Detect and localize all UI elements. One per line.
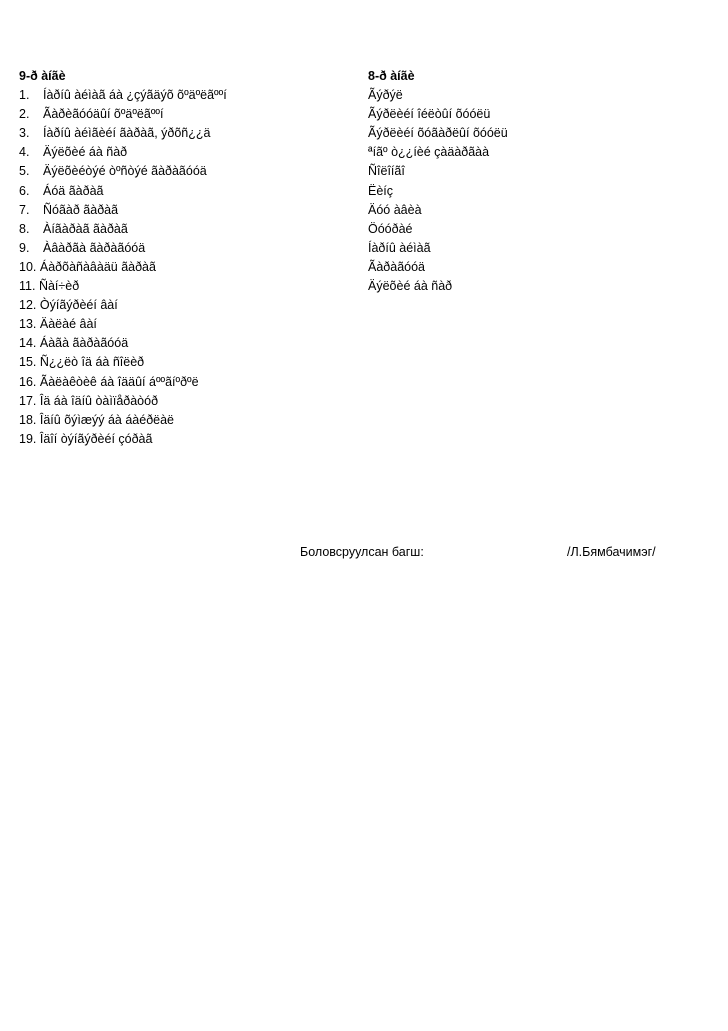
topic-number: 9. bbox=[19, 240, 30, 255]
topic-text: Áàãà ãàðàãóóä bbox=[39, 336, 129, 351]
grade9-topic-row bbox=[19, 220, 339, 239]
grade8-topics bbox=[368, 67, 708, 296]
grade9-topic-row bbox=[19, 143, 339, 162]
topic-text: Äýëõèé áà ñàð bbox=[43, 145, 128, 160]
topic-text: Áàðõàñàâàäü ãàðàã bbox=[39, 259, 156, 274]
topic-number: 19. bbox=[19, 431, 37, 446]
topic-number: 7. bbox=[19, 202, 30, 217]
grade8-topic-row: ªíãº ò¿¿íèé çàäàðãàà bbox=[368, 145, 490, 160]
topic-text: Áóä ãàðàã bbox=[43, 183, 104, 198]
topic-number: 15. bbox=[19, 355, 37, 370]
topic-text: Ñ¿¿ëò îä áà ñîëèð bbox=[39, 355, 145, 370]
grade9-topic-list bbox=[19, 86, 339, 449]
topic-text: Äàëàé âàí bbox=[39, 317, 97, 332]
grade8-topic-row: Ãýðëèéí õóãàðëûí õóóëü bbox=[368, 126, 508, 141]
topic-text: Äýëõèéòýé òºñòýé ãàðàãóóä bbox=[43, 164, 207, 179]
grade9-topic-row bbox=[19, 334, 339, 353]
grade8-topic-row: Äýëõèé áà ñàð bbox=[368, 279, 453, 294]
topic-text: Ñóãàð ãàðàã bbox=[43, 202, 119, 217]
grade9-topic-row bbox=[19, 277, 339, 296]
topic-number: 14. bbox=[19, 336, 37, 351]
grade8-topic-row: Ãýðýë bbox=[368, 88, 403, 103]
grade9-topic-row bbox=[19, 411, 339, 430]
topic-text: Ñàí÷èð bbox=[38, 279, 80, 294]
topic-number: 18. bbox=[19, 412, 37, 427]
topic-number: 10. bbox=[19, 259, 37, 274]
topic-number: 3. bbox=[19, 126, 30, 141]
grade9-topic-row bbox=[19, 105, 339, 124]
grade8-topic-list bbox=[368, 86, 708, 296]
topic-text: Ãàðèãóóäûí õºäºëãººí bbox=[43, 107, 164, 122]
prepared-by-label: Боловсруулсан багш: bbox=[300, 545, 424, 559]
grade8-topic-row: Öóóðàé bbox=[368, 221, 413, 236]
topic-number: 6. bbox=[19, 183, 30, 198]
topic-number: 1. bbox=[19, 88, 30, 103]
grade9-topic-row bbox=[19, 392, 339, 411]
grade9-topic-row bbox=[19, 124, 339, 143]
grade9-topic-row bbox=[19, 201, 339, 220]
grade9-topic-row bbox=[19, 162, 339, 181]
topic-number: 13. bbox=[19, 317, 37, 332]
grade8-topic-row: Íàðíû àéìàã bbox=[368, 240, 431, 255]
grade9-topic-row bbox=[19, 239, 339, 258]
grade9-topics bbox=[19, 67, 339, 449]
topic-number: 5. bbox=[19, 164, 30, 179]
grade8-heading: 8-ð àíãè bbox=[368, 69, 415, 83]
grade8-topic-row: Ñîëîíãî bbox=[368, 164, 405, 179]
topic-text: Îäîí òýíãýðèéí çóðàã bbox=[39, 431, 153, 446]
grade9-topic-row bbox=[19, 258, 339, 277]
grade8-topic-row: Ãýðëèéí îéëòûí õóóëü bbox=[368, 107, 491, 122]
topic-number: 11. bbox=[19, 279, 36, 294]
topic-text: Îäíû õýìæýý áà áàéðëàë bbox=[39, 412, 174, 427]
topic-text: Àíãàðàã ãàðàã bbox=[43, 221, 128, 236]
topic-number: 4. bbox=[19, 145, 30, 160]
topic-number: 2. bbox=[19, 107, 30, 122]
grade9-topic-row bbox=[19, 315, 339, 334]
grade9-topic-row bbox=[19, 86, 339, 105]
grade9-topic-row bbox=[19, 182, 339, 201]
topic-number: 8. bbox=[19, 221, 30, 236]
grade8-topic-row: Ãàðàãóóä bbox=[368, 259, 426, 274]
topic-number: 16. bbox=[19, 374, 37, 389]
teacher-name: /Л.Бямбачимэг/ bbox=[567, 545, 656, 559]
topic-text: Ãàëàêòèê áà îääûí áººãíºðºë bbox=[39, 374, 199, 389]
grade9-topic-row bbox=[19, 373, 339, 392]
grade9-heading: 9-ð àíãè bbox=[19, 69, 66, 83]
grade9-topic-row bbox=[19, 296, 339, 315]
topic-number: 12. bbox=[19, 298, 37, 313]
topic-text: Íàðíû àéìàã áà ¿çýãäýõ õºäºëãººí bbox=[43, 88, 227, 103]
grade9-topic-row bbox=[19, 430, 339, 449]
topic-text: Íàðíû àéìãèéí ãàðàã, ýðõñ¿¿ä bbox=[43, 126, 211, 141]
grade9-topic-row bbox=[19, 353, 339, 372]
topic-text: Àâàðãà ãàðàãóóä bbox=[43, 240, 146, 255]
grade8-topic-row: Äóó àâèà bbox=[368, 202, 422, 217]
topic-number: 17. bbox=[19, 393, 37, 408]
grade8-topic-row: Ëèíç bbox=[368, 183, 394, 198]
topic-text: Òýíãýðèéí âàí bbox=[39, 298, 118, 313]
topic-text: Îä áà îäíû òàìïåðàòóð bbox=[39, 393, 159, 408]
